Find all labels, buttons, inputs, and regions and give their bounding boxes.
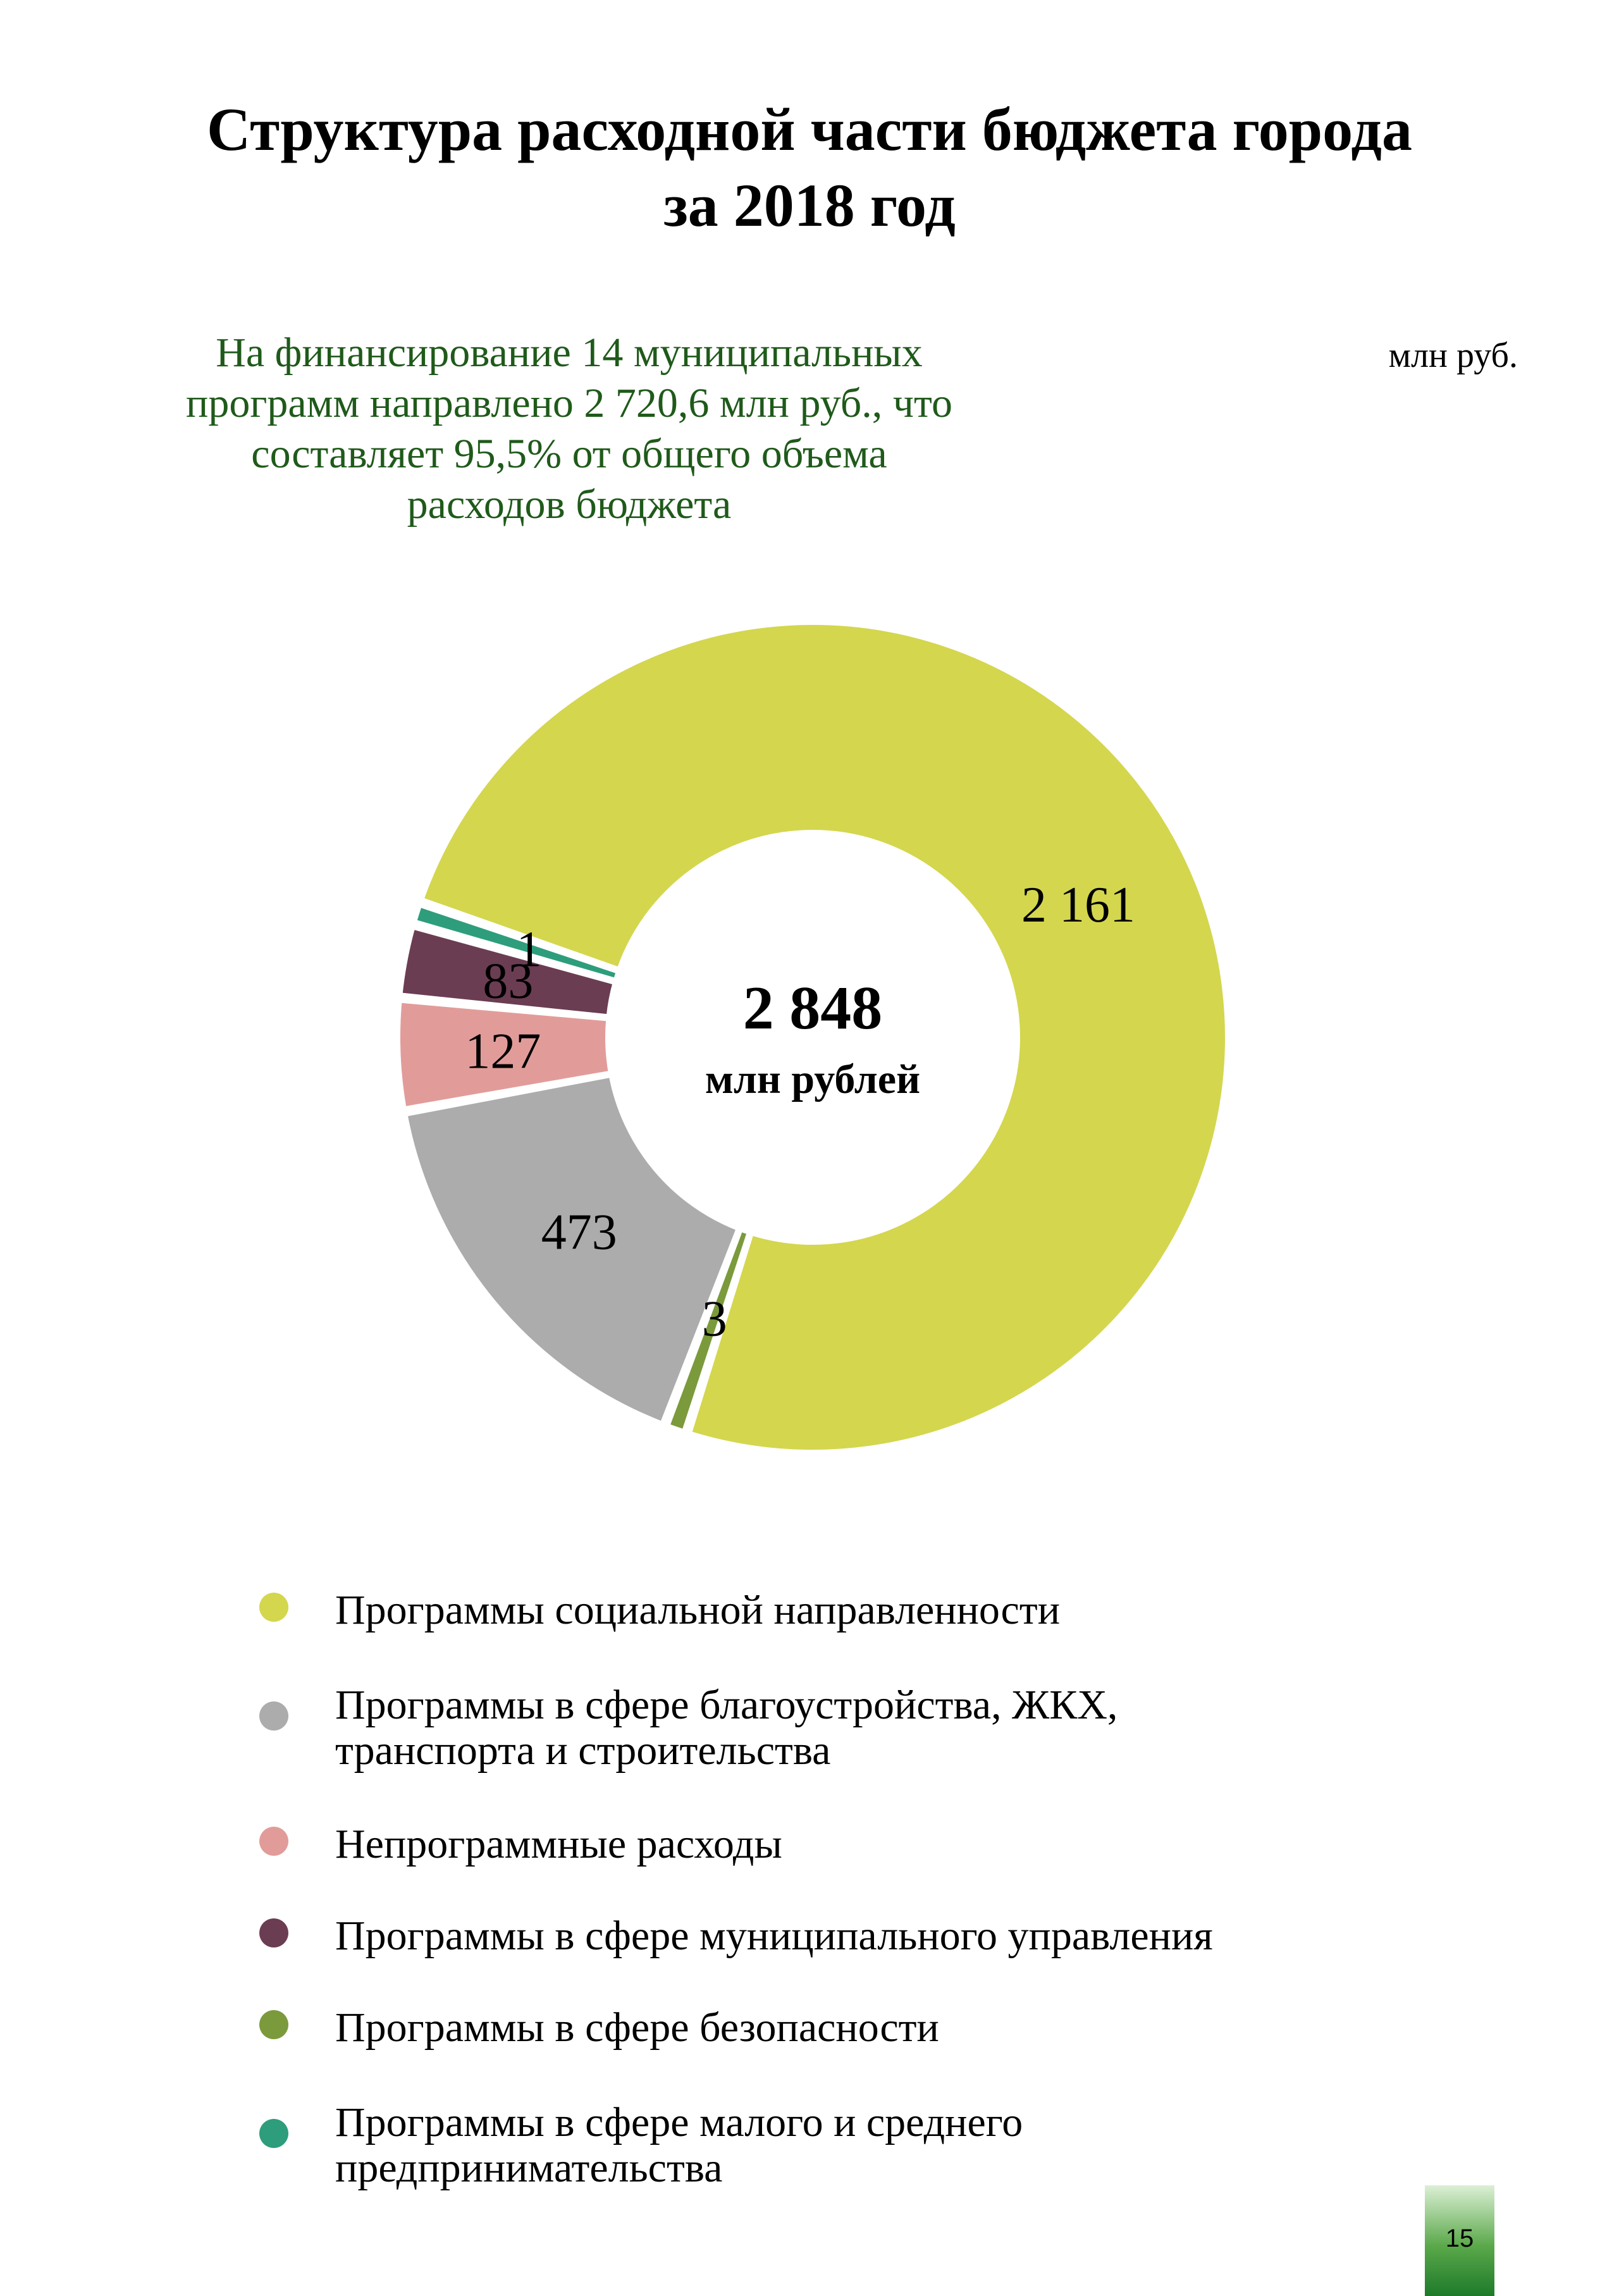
slice-data-label: 3 <box>701 1291 727 1347</box>
legend-marker <box>259 1701 288 1731</box>
legend-label-line: Программы в сфере малого и среднего <box>335 2099 1023 2145</box>
legend-label-line: предпринимательства <box>335 2145 723 2191</box>
legend-label-line: Программы в сфере муниципального управления <box>335 1913 1213 1959</box>
legend-label <box>335 2005 1537 2051</box>
legend-label-line: Программы социальной направленности <box>335 1587 1061 1633</box>
center-unit: млн рублей <box>705 1056 921 1102</box>
legend-label <box>335 1822 1537 1867</box>
legend-label-line: Непрограммные расходы <box>335 1821 782 1867</box>
legend-marker <box>259 2010 288 2039</box>
legend-label-line: Программы в сфере благоустройства, ЖКХ, <box>335 1682 1118 1728</box>
page-number-tab <box>1425 2185 1494 2296</box>
unit-label: млн руб. <box>1388 336 1518 375</box>
legend-label-line: транспорта и строительства <box>335 1727 831 1774</box>
legend-label <box>335 2100 1537 2191</box>
slice-data-label: 83 <box>483 953 534 1009</box>
slice-data-label: 1 <box>516 922 542 978</box>
slice-data-label: 127 <box>465 1023 541 1080</box>
title-line-1: Структура расходной части бюджета города <box>207 96 1412 163</box>
legend-marker <box>259 1593 288 1622</box>
legend-label <box>335 1588 1537 1633</box>
note-line-1: На финансирование 14 муниципальных <box>216 330 923 376</box>
legend-label <box>335 1913 1537 1959</box>
note-line-2: программ направлено 2 720,6 млн руб., что <box>186 380 952 426</box>
legend-marker <box>259 1827 288 1856</box>
note-line-3: составляет 95,5% от общего объема <box>251 431 887 477</box>
legend-marker <box>259 1918 288 1947</box>
page-number: 15 <box>1445 2225 1474 2252</box>
legend-label-line: Программы в сфере безопасности <box>335 2004 939 2051</box>
note-line-4: расходов бюджета <box>407 481 732 528</box>
center-total: 2 848 <box>742 974 883 1042</box>
legend-marker <box>259 2119 288 2148</box>
title-line-2: за 2018 год <box>663 171 956 239</box>
legend-label <box>335 1682 1537 1774</box>
slice-data-label: 473 <box>541 1204 617 1261</box>
slice-data-label: 2 161 <box>1021 877 1136 934</box>
